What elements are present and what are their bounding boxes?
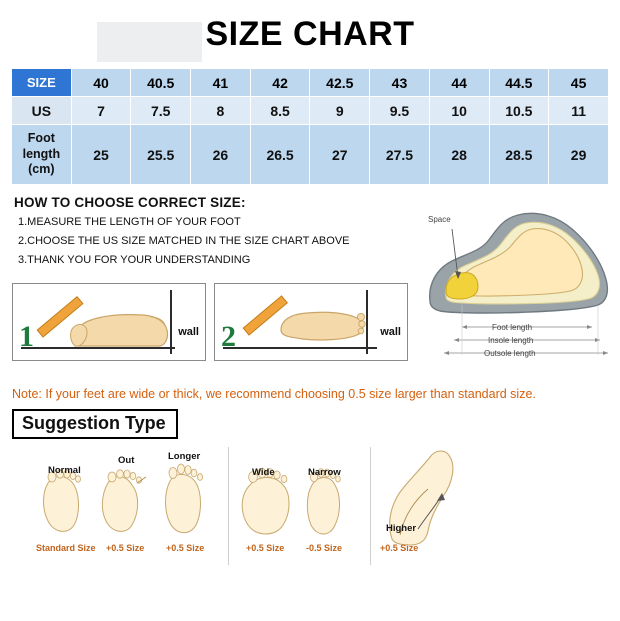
- sugg-label-normal: Normal: [48, 465, 81, 476]
- wall-label-1: wall: [178, 326, 199, 338]
- insole-length-label: Insole length: [488, 336, 534, 345]
- cell-foot-7: 28.5: [489, 125, 549, 185]
- sugg-bottom-wide: +0.5 Size: [246, 543, 285, 553]
- cell-us-3: 8.5: [250, 97, 310, 125]
- title-grey-block: [97, 22, 202, 62]
- wall-label-2: wall: [380, 326, 401, 338]
- sugg-label-out: Out: [118, 455, 135, 466]
- divider-1: [228, 447, 229, 565]
- sugg-bottom-out: +0.5 Size: [106, 543, 145, 553]
- page-title: SIZE CHART: [205, 14, 415, 53]
- cell-us-7: 10.5: [489, 97, 549, 125]
- cell-size-8: 45: [549, 69, 609, 97]
- cell-us-8: 11: [549, 97, 609, 125]
- cell-us-2: 8: [191, 97, 251, 125]
- suggestion-type-section: [0, 409, 620, 578]
- table-row-foot-length: [12, 125, 609, 185]
- sugg-bottom-narrow: -0.5 Size: [306, 543, 343, 553]
- cell-foot-8: 29: [549, 125, 609, 185]
- cell-foot-6: 28: [429, 125, 489, 185]
- space-label: Space: [428, 215, 451, 224]
- cell-size-0: 40: [71, 69, 131, 97]
- outsole-length-label: Outsole length: [484, 349, 536, 358]
- size-note: Note: If your feet are wide or thick, we recommend choosing 0.5 size larger than standard size.: [12, 387, 536, 401]
- sugg-bottom-higher: +0.5 Size: [380, 543, 419, 553]
- measure-illustration-1: [12, 283, 206, 361]
- cell-foot-3: 26.5: [250, 125, 310, 185]
- table-row-us: [12, 97, 609, 125]
- foot-soles-diagram-icon: [0, 443, 620, 573]
- cell-size-1: 40.5: [131, 69, 191, 97]
- sugg-bottom-standard: Standard Size: [36, 543, 96, 553]
- row-header-foot-length: [12, 125, 72, 185]
- foot-side-view-icon: [13, 284, 206, 361]
- cell-size-2: 41: [191, 69, 251, 97]
- choose-step-1: 1.MEASURE THE LENGTH OF YOUR FOOT: [18, 216, 241, 228]
- choose-step-2: 2.CHOOSE THE US SIZE MATCHED IN THE SIZE CHART ABOVE: [18, 235, 350, 247]
- cell-size-7: 44.5: [489, 69, 549, 97]
- size-chart-table: [11, 68, 609, 185]
- shoe-cross-section-icon: [422, 205, 614, 370]
- cell-size-5: 43: [370, 69, 430, 97]
- cell-us-5: 9.5: [370, 97, 430, 125]
- row-header-us: US: [12, 97, 72, 125]
- shoe-cross-section-diagram: [422, 205, 614, 370]
- sugg-label-narrow: Narrow: [308, 467, 341, 478]
- foot-length-label: Foot length: [492, 323, 533, 332]
- cell-us-6: 10: [429, 97, 489, 125]
- suggestion-title-box: [12, 409, 178, 439]
- suggestion-illustrations: [0, 443, 620, 578]
- cell-foot-4: 27: [310, 125, 370, 185]
- cell-size-6: 44: [429, 69, 489, 97]
- page-header: [0, 0, 620, 68]
- row-header-size: SIZE: [12, 69, 72, 97]
- sugg-bottom-longer: +0.5 Size: [166, 543, 205, 553]
- step-number-1: 1: [19, 320, 34, 353]
- cell-us-1: 7.5: [131, 97, 191, 125]
- cell-size-3: 42: [250, 69, 310, 97]
- cell-foot-2: 26: [191, 125, 251, 185]
- how-to-choose-section: [0, 195, 620, 385]
- foot-top-view-icon: [215, 284, 408, 361]
- suggestion-title: Suggestion Type: [22, 413, 166, 433]
- table-row-size: [12, 69, 609, 97]
- cell-foot-0: 25: [71, 125, 131, 185]
- cell-foot-5: 27.5: [370, 125, 430, 185]
- measure-illustration-2: [214, 283, 408, 361]
- how-to-choose-title: HOW TO CHOOSE CORRECT SIZE:: [14, 195, 246, 210]
- sugg-label-wide: Wide: [252, 467, 275, 478]
- cell-us-4: 9: [310, 97, 370, 125]
- cell-foot-1: 25.5: [131, 125, 191, 185]
- sugg-label-higher: Higher: [386, 523, 417, 534]
- cell-us-0: 7: [71, 97, 131, 125]
- choose-step-3: 3.THANK YOU FOR YOUR UNDERSTANDING: [18, 254, 251, 266]
- sugg-label-longer: Longer: [168, 451, 201, 462]
- foot-head-line-3: (cm): [28, 162, 55, 177]
- foot-head-line-2: length: [22, 146, 61, 161]
- divider-2: [370, 447, 371, 565]
- step-number-2: 2: [221, 320, 236, 353]
- foot-head-line-1: Foot: [27, 131, 55, 146]
- cell-size-4: 42.5: [310, 69, 370, 97]
- measure-illustrations: [12, 283, 408, 361]
